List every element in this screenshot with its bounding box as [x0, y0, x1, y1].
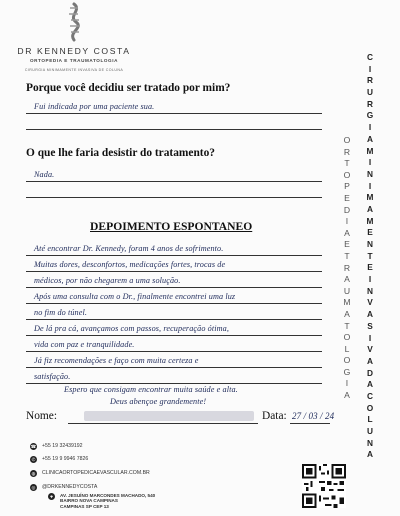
- side-outer-letter: A: [367, 203, 373, 214]
- whatsapp-row: [31, 456, 89, 462]
- name-label: Nome:: [26, 410, 58, 422]
- testimony-line-text: no fim do túnel.: [34, 308, 87, 317]
- side-outer-letter: L: [367, 414, 373, 425]
- spine-logo-icon: [60, 2, 88, 42]
- answer-line: [26, 197, 322, 198]
- testimony-line-text: médicos, por não chegarem a uma solução.: [34, 276, 181, 285]
- side-outer-letter: D: [367, 367, 373, 378]
- doctor-name: DR KENNEDY COSTA: [17, 46, 131, 56]
- side-outer-letter: I: [368, 63, 372, 74]
- side-outer-letter: U: [367, 87, 373, 98]
- answer-1: Fui indicada por uma paciente sua.: [34, 102, 155, 111]
- side-inner-letter: O: [343, 332, 351, 343]
- address-line: CAMPINAS SP CEP 13: [60, 503, 109, 509]
- side-inner-letter: I: [345, 216, 349, 227]
- testimony-line: [26, 255, 322, 256]
- side-outer-letter: C: [367, 390, 373, 401]
- side-outer-letter: R: [367, 98, 373, 109]
- date-value: 27 / 03 / 24: [292, 411, 335, 421]
- side-outer-letter: G: [366, 110, 374, 121]
- side-outer-letter: M: [366, 215, 374, 226]
- testimony-line: [26, 351, 322, 352]
- answer-2: Nada.: [34, 170, 55, 179]
- testimony-line-text: Após uma consulta com o Dr., finalmente encontrei uma luz: [34, 292, 236, 301]
- testimony-line-text: De lá pra cá, avançamos com passos, recuperação ótima,: [34, 324, 229, 333]
- side-inner-letter: G: [343, 366, 351, 377]
- side-outer-letter: U: [367, 426, 373, 436]
- side-inner-letter: R: [343, 262, 351, 273]
- side-outer-letter: A: [367, 133, 373, 144]
- phone-icon: ☎: [30, 443, 37, 449]
- side-inner-letter: T: [344, 158, 350, 169]
- side-outer-letter: A: [367, 355, 373, 366]
- side-title-ortopedia: [340, 136, 354, 403]
- side-title-cirurgia: [362, 53, 378, 462]
- testimony-line: [26, 271, 322, 272]
- website: CLINICAORTOPEDICAEVASCULAR.COM.BR: [42, 470, 150, 476]
- side-outer-letter: V: [367, 297, 373, 308]
- side-inner-letter: D: [343, 204, 351, 215]
- testimony-line: [26, 383, 322, 384]
- side-inner-letter: O: [343, 135, 351, 145]
- address-line: BAIRRO NOVA CAMPINAS: [60, 498, 118, 504]
- testimony-line-text: Já fiz recomendações e faço com muita certeza e: [34, 356, 199, 365]
- phone-2: +55 19 9 9946 7826: [42, 456, 89, 462]
- testimony-line: [26, 335, 322, 336]
- side-outer-letter: O: [366, 402, 374, 413]
- testimony-line: [26, 367, 322, 368]
- testimony-line: [26, 319, 322, 320]
- side-inner-letter: E: [344, 192, 350, 203]
- qr-code-icon: [302, 464, 346, 508]
- side-inner-letter: A: [344, 274, 350, 285]
- testimony-signoff: Deus abençoe grandemente!: [110, 397, 207, 406]
- answer-line: [26, 113, 322, 114]
- address-line: AV. JESUÍNO MARCONDES MACHADO, 540: [60, 493, 156, 498]
- testimony-line-text: Espero que consigam encontrar muita saúde e alta.: [64, 385, 238, 394]
- question-1: Porque você decidiu ser tratado por mim?: [26, 82, 231, 94]
- side-outer-letter: M: [366, 192, 374, 203]
- side-outer-letter: C: [367, 52, 373, 62]
- phone-row: [30, 443, 83, 449]
- website-row: [31, 470, 150, 476]
- side-inner-letter: A: [344, 308, 350, 319]
- address: [50, 493, 156, 509]
- side-outer-letter: N: [367, 285, 373, 296]
- side-inner-letter: E: [344, 239, 350, 250]
- side-outer-letter: V: [367, 344, 373, 355]
- testimony-line: [26, 287, 322, 288]
- side-outer-letter: I: [368, 180, 372, 191]
- side-inner-letter: O: [343, 169, 351, 180]
- side-outer-letter: A: [367, 449, 373, 460]
- side-inner-letter: T: [344, 320, 350, 331]
- side-inner-letter: U: [343, 285, 351, 296]
- instagram: @DRKENNEDYCOSTA: [42, 484, 98, 490]
- side-outer-letter: I: [368, 157, 372, 168]
- testimony-line: [26, 303, 322, 304]
- side-outer-letter: E: [367, 227, 373, 238]
- side-outer-letter: N: [367, 437, 373, 448]
- side-inner-letter: M: [343, 297, 351, 308]
- answer-line: [26, 181, 322, 182]
- side-outer-letter: I: [368, 332, 372, 343]
- doctor-subspecialty: CIRURGIA MINIMAMENTE INVASIVA DE COLUNA: [24, 68, 124, 72]
- location-pin-icon: ⌖: [48, 493, 55, 500]
- clinic-logo: [14, 2, 134, 80]
- side-inner-letter: L: [344, 343, 350, 354]
- answer-line: [26, 129, 322, 130]
- testimony-line-text: vida com paz e tranquilidade.: [34, 340, 135, 349]
- side-outer-letter: N: [367, 168, 373, 179]
- redacted-name: [84, 411, 254, 421]
- side-outer-letter: A: [367, 379, 373, 390]
- side-inner-letter: T: [344, 250, 350, 261]
- side-outer-letter: T: [367, 250, 373, 261]
- instagram-row: [31, 484, 98, 490]
- testimony-line-text: satisfação.: [34, 372, 71, 381]
- side-outer-letter: S: [367, 320, 373, 331]
- side-inner-letter: A: [344, 390, 350, 401]
- globe-icon: ◍: [31, 470, 36, 476]
- date-line: [290, 423, 330, 424]
- side-outer-letter: I: [368, 122, 372, 133]
- side-inner-letter: I: [345, 378, 349, 389]
- doctor-specialty: ORTOPEDIA E TRAUMATOLOGIA: [29, 58, 119, 63]
- side-inner-letter: A: [344, 227, 350, 238]
- name-line: [68, 423, 258, 424]
- side-outer-letter: I: [368, 274, 372, 285]
- section-title: DEPOIMENTO ESPONTANEO: [90, 220, 253, 233]
- phone-1: +55 19 32439192: [42, 443, 83, 449]
- date-label: Data:: [262, 410, 287, 422]
- instagram-icon: ◎: [31, 484, 36, 490]
- whatsapp-icon: ✆: [31, 456, 36, 462]
- side-inner-letter: R: [343, 146, 351, 157]
- testimony-line-text: Muitas dores, desconfortos, medicações fortes, trocas de: [34, 260, 226, 269]
- side-outer-letter: N: [367, 239, 373, 249]
- side-outer-letter: E: [367, 262, 373, 273]
- testimony-line-text: Até encontrar Dr. Kennedy, foram 4 anos de sofrimento.: [34, 244, 224, 253]
- side-inner-letter: O: [343, 355, 351, 366]
- side-inner-letter: P: [344, 181, 350, 192]
- side-outer-letter: M: [366, 145, 374, 156]
- question-2: O que lhe faria desistir do tratamento?: [26, 147, 215, 159]
- side-outer-letter: A: [367, 309, 373, 320]
- side-outer-letter: R: [367, 75, 373, 86]
